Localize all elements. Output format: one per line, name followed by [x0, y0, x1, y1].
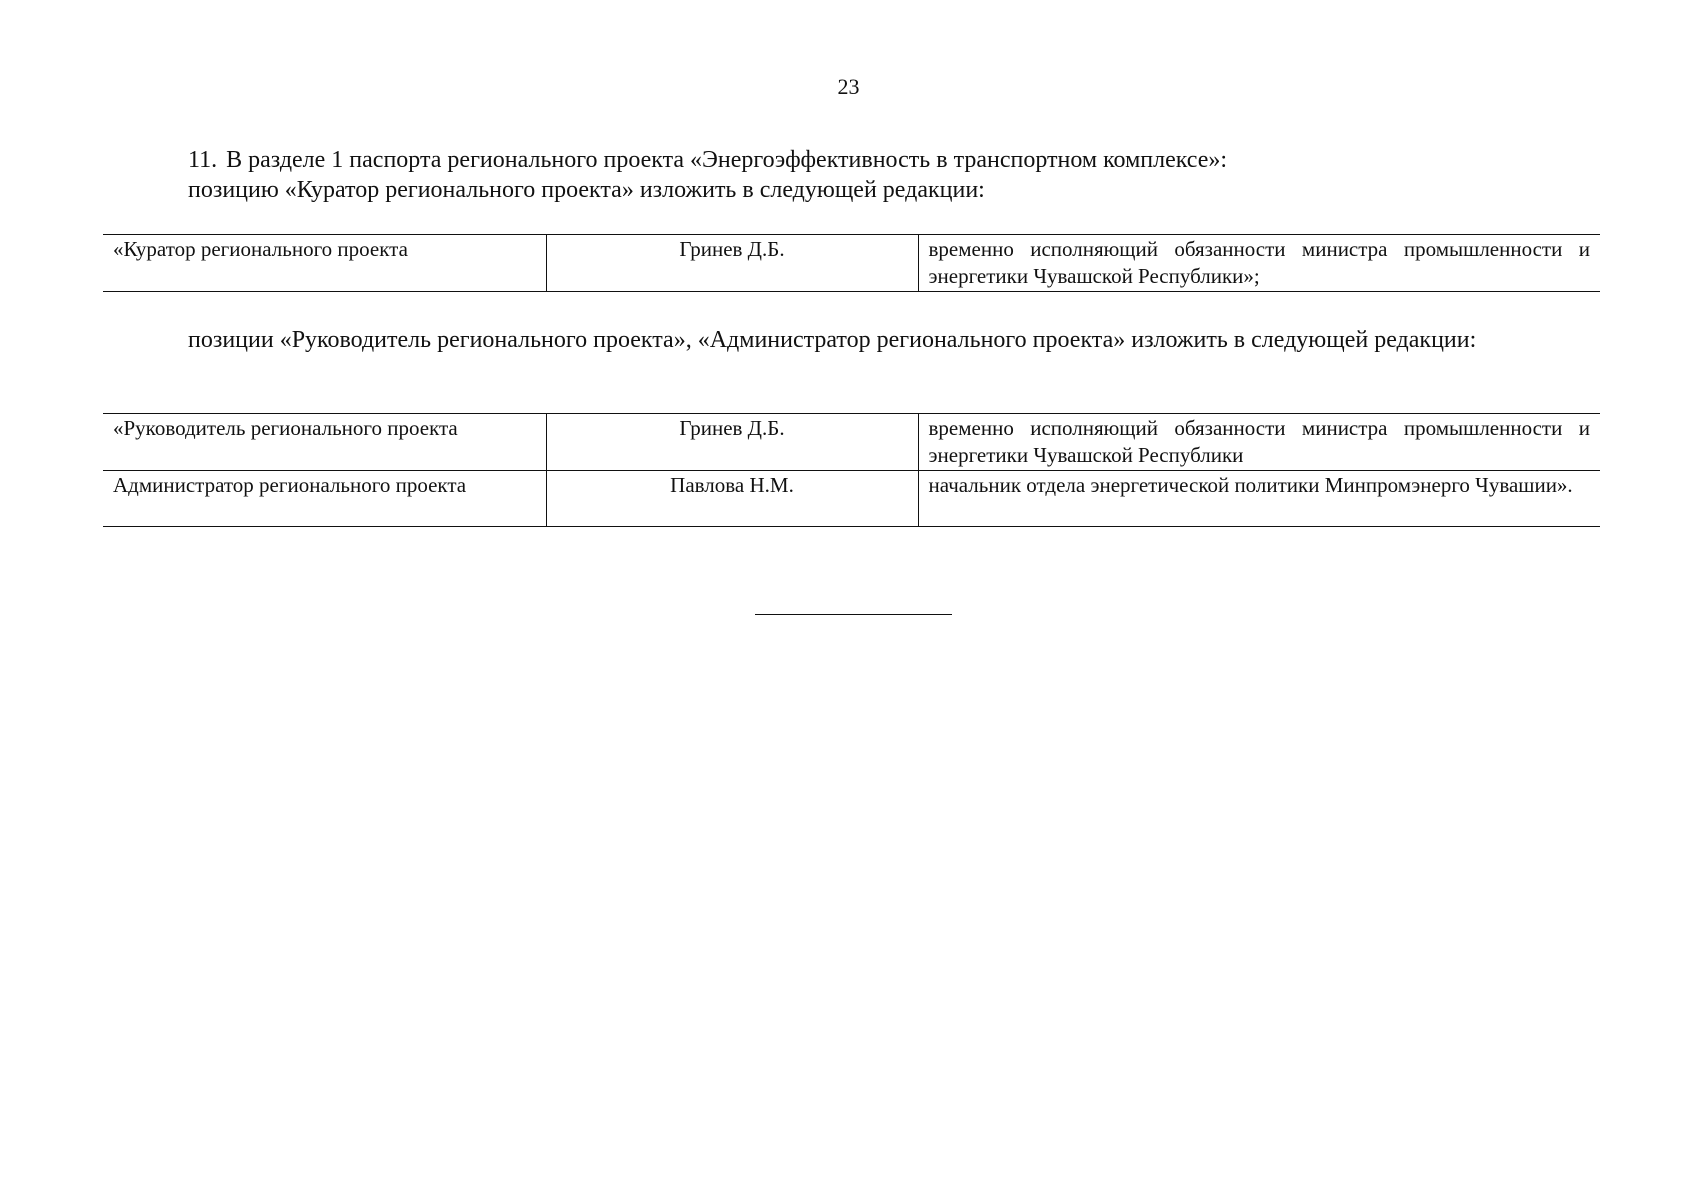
item-heading-text: В разделе 1 паспорта регионального проекта «Энергоэффективность в транспортном комплексе»:: [226, 147, 1228, 173]
item-number: 11.: [188, 147, 218, 173]
description-cell: временно исполняющий обязанности министра промышленности и энергетики Чувашской Республики: [918, 414, 1600, 471]
name-cell: Гринев Д.Б.: [546, 414, 918, 471]
head-admin-table: [103, 413, 1600, 527]
role-cell: «Руководитель регионального проекта: [103, 414, 546, 471]
end-of-document-rule: [755, 614, 952, 615]
name-cell: Гринев Д.Б.: [546, 235, 918, 292]
intro-curator-paragraph: позицию «Куратор регионального проекта» изложить в следующей редакции:: [188, 177, 985, 203]
intro-head-admin-paragraph: позиции «Руководитель регионального проекта», «Администратор регионального проекта» изложить в следующей редакции:: [188, 327, 1477, 353]
table-row: [103, 414, 1600, 471]
description-cell: начальник отдела энергетической политики Минпромэнерго Чувашии».: [918, 471, 1600, 527]
table-row: [103, 471, 1600, 527]
role-cell: «Куратор регионального проекта: [103, 235, 546, 292]
curator-table: [103, 234, 1600, 292]
name-cell: Павлова Н.М.: [546, 471, 918, 527]
table-row: [103, 235, 1600, 292]
page-number: 23: [837, 74, 860, 99]
item-heading-paragraph: [188, 146, 1588, 175]
description-cell: временно исполняющий обязанности министра промышленности и энергетики Чувашской Республики»;: [918, 235, 1600, 292]
role-cell: Администратор регионального проекта: [103, 471, 546, 527]
